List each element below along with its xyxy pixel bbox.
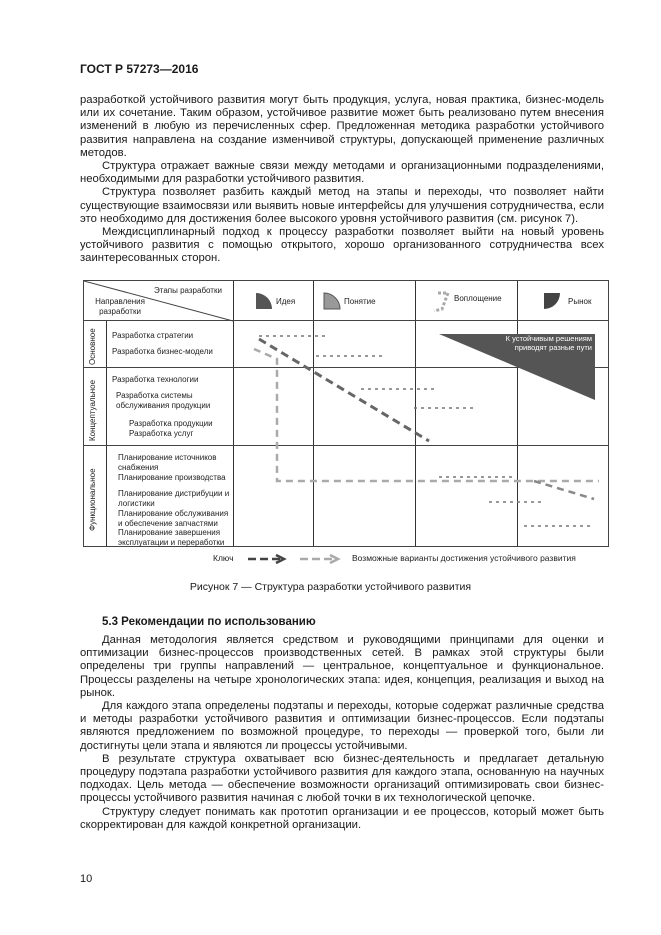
- body-text-top: [80, 94, 604, 266]
- row-label: Разработка системы обслуживания продукции: [116, 391, 211, 410]
- paragraph: Структуру следует понимать как прототип организации и ее процессов, который может быть скорректирован для каждой конкретной организации.: [80, 805, 604, 831]
- idea-icon: [256, 293, 272, 309]
- row-label: Разработка продукции: [129, 419, 213, 428]
- row-label: Планирование производства: [118, 473, 226, 482]
- row-label: Разработка услуг: [129, 429, 194, 438]
- row-label: Планирование обслуживания и обеспечение запчастями: [118, 509, 229, 528]
- corner-label-stages: Этапы разработки: [154, 286, 222, 295]
- group-conceptual: Концептуальное: [88, 379, 97, 441]
- implementation-icon: [434, 293, 448, 311]
- concept-icon: [324, 293, 340, 309]
- standard-header: ГОСТ Р 57273—2016: [80, 62, 199, 76]
- stage-market: Рынок: [568, 297, 592, 306]
- key-arrows: [248, 552, 343, 566]
- row-label: Разработка бизнес-модели: [112, 347, 213, 356]
- key-label: Ключ: [213, 553, 234, 563]
- figure-7-diagram: [83, 280, 609, 547]
- group-main: Основное: [88, 328, 97, 365]
- key-text: Возможные варианты достижения устойчивого развития: [352, 553, 576, 563]
- stage-concept: Понятие: [344, 297, 376, 306]
- row-label: Разработка технологии: [112, 375, 199, 384]
- paragraph: Структура отражает важные связи между методами и организационными подразделениями, необходимыми для разработки устойчивого развития.: [80, 160, 604, 186]
- paragraph: Для каждого этапа определены подэтапы и переходы, которые содержат различные средства и методы разработки устойчивого развития и оптимизации бизнес-процессов. Если подэтапы являются предложением по возможной процедуре, то переходы — проверкой того, были ли достигнуты цели этапа и являются ли процессы устойчивыми.: [80, 700, 604, 752]
- banner-text: К устойчивым решениям приводят разные пути: [505, 334, 592, 352]
- figure-caption: Рисунок 7 — Структура разработки устойчивого развития: [189, 581, 472, 593]
- corner-label-directions: Направления разработки: [95, 297, 145, 316]
- paragraph: Данная методология является средством и руководящими принципами для оценки и оптимизации бизнес-процессов производственных сетей. В рамках этой структуры были определены три группы направлений — центральное, концептуальное и функциональное. Процессы разделены на четыре хронологических этапа: идея, концепция, реализация и выход на рынок.: [80, 634, 604, 699]
- paragraph: Междисциплинарный подход к процессу разработки позволяет выйти на новый уровень устойчивого развития с помощью открытого, хорошо организованного сотрудничества всех заинтересованных сторон.: [80, 226, 604, 265]
- body-text-bottom: [80, 634, 604, 832]
- paragraph: В результате структура охватывает всю бизнес-деятельность и предлагает детальную процедуру подэтапа разработки устойчивого развития для каждого этапа, основанную на научных подходах. Цель метода — обеспечение возможности организаций оптимизировать свои бизнес-процессы устойчивого развития начиная с любой точки в их технологической цепочке.: [80, 752, 604, 805]
- section-title: 5.3 Рекомендации по использованию: [102, 616, 316, 628]
- paragraph: Структура позволяет разбить каждый метод на этапы и переходы, что позволяет найти существующие взаимосвязи или выявить новые интерфейсы для улучшения сотрудничества, если это необходимо для достижения более высокого уровня устойчивого развития (см. рисунок 7).: [80, 186, 604, 225]
- page-number: 10: [80, 873, 93, 885]
- paragraph: разработкой устойчивого развития могут быть продукция, услуга, новая практика, бизнес-модель или их сочетание. Таким образом, устойчивое развитие может быть реализовано путем внесения изменений в любую из перечисленных сфер. Предложенная методика разработки устойчивого развития направлена на создание изменчивой структуры, допускающей применение различных методов.: [80, 94, 604, 159]
- row-label: Разработка стратегии: [112, 331, 194, 340]
- row-label: Планирование завершения эксплуатации и переработки: [118, 528, 225, 547]
- row-label: Планирование дистрибуции и логистики: [118, 489, 230, 508]
- row-label: Планирование источников снабжения: [118, 453, 217, 472]
- stage-idea: Идея: [276, 297, 296, 306]
- group-functional: Функциональное: [88, 468, 97, 531]
- market-icon: [544, 293, 560, 309]
- stage-implementation: Воплощение: [454, 294, 502, 303]
